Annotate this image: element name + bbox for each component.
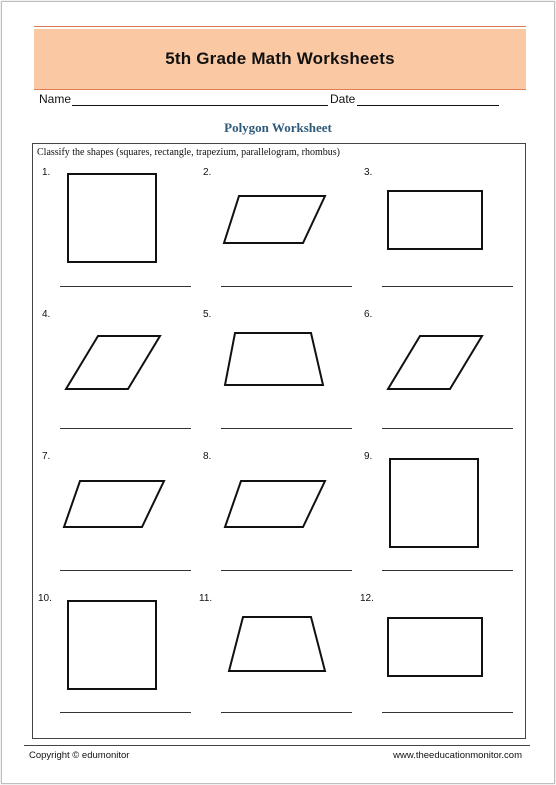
- problem-number: 7.: [42, 451, 51, 462]
- problem-8: [203, 451, 363, 593]
- answer-line-5[interactable]: [221, 428, 352, 429]
- problem-number: 4.: [42, 309, 51, 320]
- problem-number: 1.: [42, 167, 51, 178]
- answer-line-4[interactable]: [60, 428, 191, 429]
- date-field-line[interactable]: [357, 105, 499, 106]
- answer-line-12[interactable]: [382, 712, 513, 713]
- square-shape: [364, 451, 524, 561]
- problem-7: [42, 451, 202, 593]
- answer-line-2[interactable]: [221, 286, 352, 287]
- title-band: [34, 29, 526, 90]
- problem-number: 10.: [38, 593, 52, 604]
- answer-line-10[interactable]: [60, 712, 191, 713]
- problem-12: [360, 593, 520, 735]
- trapezium-shape: [203, 309, 363, 419]
- answer-line-7[interactable]: [60, 570, 191, 571]
- problem-9: [364, 451, 524, 593]
- problem-11: [199, 593, 359, 735]
- name-label: Name: [39, 92, 72, 106]
- answer-line-6[interactable]: [382, 428, 513, 429]
- date-label: Date: [330, 92, 356, 106]
- answer-line-1[interactable]: [60, 286, 191, 287]
- trapezium-shape: [199, 593, 359, 703]
- header-top-rule: [34, 26, 526, 27]
- rhombus-shape: [364, 309, 524, 419]
- worksheet-instructions: Classify the shapes (squares, rectangle, trapezium, parallelogram, rhombus): [37, 147, 340, 158]
- parallelogram-shape: [203, 451, 363, 561]
- answer-line-8[interactable]: [221, 570, 352, 571]
- answer-line-11[interactable]: [221, 712, 352, 713]
- problem-number: 6.: [364, 309, 373, 320]
- problem-10: [38, 593, 198, 735]
- square-shape: [42, 167, 202, 277]
- footer-website[interactable]: www.theeducationmonitor.com: [393, 750, 522, 761]
- problem-2: [203, 167, 363, 309]
- parallelogram-shape: [42, 451, 202, 561]
- problem-number: 5.: [203, 309, 212, 320]
- page-title: 5th Grade Math Worksheets: [165, 49, 395, 68]
- name-date-row: [39, 92, 509, 110]
- problem-5: [203, 309, 363, 451]
- rectangle-shape: [364, 167, 524, 277]
- problem-number: 12.: [360, 593, 374, 604]
- worksheet-subtitle: Polygon Worksheet: [224, 120, 332, 135]
- name-field-line[interactable]: [72, 105, 328, 106]
- parallelogram-shape: [203, 167, 363, 277]
- footer-copyright: Copyright © edumonitor: [29, 750, 130, 761]
- problem-number: 2.: [203, 167, 212, 178]
- answer-line-3[interactable]: [382, 286, 513, 287]
- problem-1: [42, 167, 202, 309]
- rectangle-shape: [360, 593, 520, 703]
- problem-number: 9.: [364, 451, 373, 462]
- footer-rule: [24, 745, 530, 746]
- problem-4: [42, 309, 202, 451]
- problem-number: 3.: [364, 167, 373, 178]
- answer-line-9[interactable]: [382, 570, 513, 571]
- square-shape: [38, 593, 198, 703]
- rhombus-shape: [42, 309, 202, 419]
- problem-number: 8.: [203, 451, 212, 462]
- problem-6: [364, 309, 524, 451]
- problem-number: 11.: [199, 593, 213, 604]
- problem-3: [364, 167, 524, 309]
